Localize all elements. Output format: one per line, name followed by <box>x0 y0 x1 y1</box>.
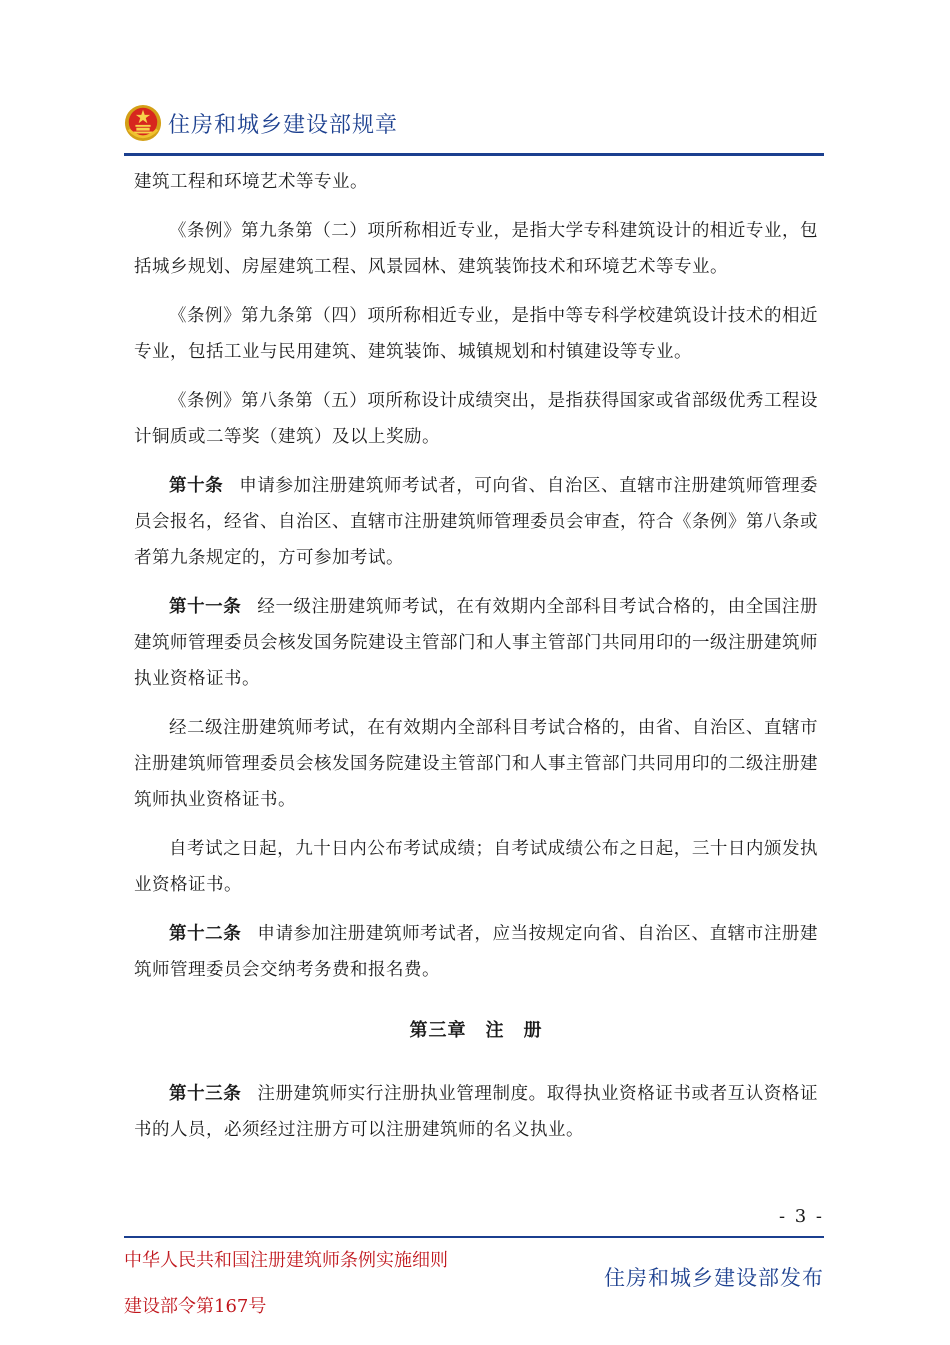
footer-divider <box>124 1236 824 1238</box>
article-12-label: 第十二条 <box>169 924 242 944</box>
page-header <box>124 100 824 160</box>
paragraph-results-timing: 自考试之日起，九十日内公布考试成绩；自考试成绩公布之日起，三十日内颁发执业资格证书。 <box>134 839 818 895</box>
footer-order-number: 建设部令第167号 <box>124 1296 267 1317</box>
header-divider <box>124 153 824 156</box>
article-13 <box>134 1076 818 1148</box>
article-10-label: 第十条 <box>169 476 224 496</box>
article-12-text: 申请参加注册建筑师考试者，应当按规定向省、自治区、直辖市注册建筑师管理委员会交纳考务费和报名费。 <box>134 924 819 980</box>
paragraph-related-majors-4: 《条例》第九条第（四）项所称相近专业，是指中等专科学校建筑设计技术的相近专业，包括工业与民用建筑、建筑装饰、城镇规划和村镇建设等专业。 <box>134 306 818 362</box>
article-13-text: 注册建筑师实行注册执业管理制度。取得执业资格证书或者互认资格证书的人员，必须经过注册方可以注册建筑师的名义执业。 <box>134 1084 819 1140</box>
chapter-heading: 第三章 注 册 <box>409 1020 543 1041</box>
article-11-label: 第十一条 <box>169 597 242 617</box>
paragraph-design-achievement: 《条例》第八条第（五）项所称设计成绩突出，是指获得国家或省部级优秀工程设计铜质或二等奖（建筑）及以上奖励。 <box>134 391 818 447</box>
paragraph-second-class: 经二级注册建筑师考试，在有效期内全部科目考试合格的，由省、自治区、直辖市注册建筑师管理委员会核发国务院建设主管部门和人事主管部门共同用印的二级注册建筑师执业资格证书。 <box>134 718 818 810</box>
article-13-label: 第十三条 <box>169 1084 242 1104</box>
document-body <box>134 164 818 1161</box>
footer-publisher: 住房和城乡建设部发布 <box>604 1266 824 1290</box>
national-emblem-icon <box>124 104 162 142</box>
article-11-text: 经一级注册建筑师考试，在有效期内全部科目考试合格的，由全国注册建筑师管理委员会核发国务院建设主管部门和人事主管部门共同用印的一级注册建筑师执业资格证书。 <box>134 597 819 689</box>
paragraph-related-majors-2: 《条例》第九条第（二）项所称相近专业，是指大学专科建筑设计的相近专业，包括城乡规划、房屋建筑工程、风景园林、建筑装饰技术和环境艺术等专业。 <box>134 221 818 277</box>
paragraph-continuation: 建筑工程和环境艺术等专业。 <box>134 172 368 192</box>
article-10-text: 申请参加注册建筑师考试者，可向省、自治区、直辖市注册建筑师管理委员会报名，经省、自治区、直辖市注册建筑师管理委员会审查，符合《条例》第八条或者第九条规定的，方可参加考试。 <box>134 476 818 568</box>
article-10 <box>134 468 818 576</box>
article-11 <box>134 589 818 697</box>
header-title: 住房和城乡建设部规章 <box>168 113 399 138</box>
footer-regulation-title: 中华人民共和国注册建筑师条例实施细则 <box>124 1250 448 1271</box>
page-number: - 3 - <box>778 1206 824 1227</box>
article-12 <box>134 916 818 988</box>
